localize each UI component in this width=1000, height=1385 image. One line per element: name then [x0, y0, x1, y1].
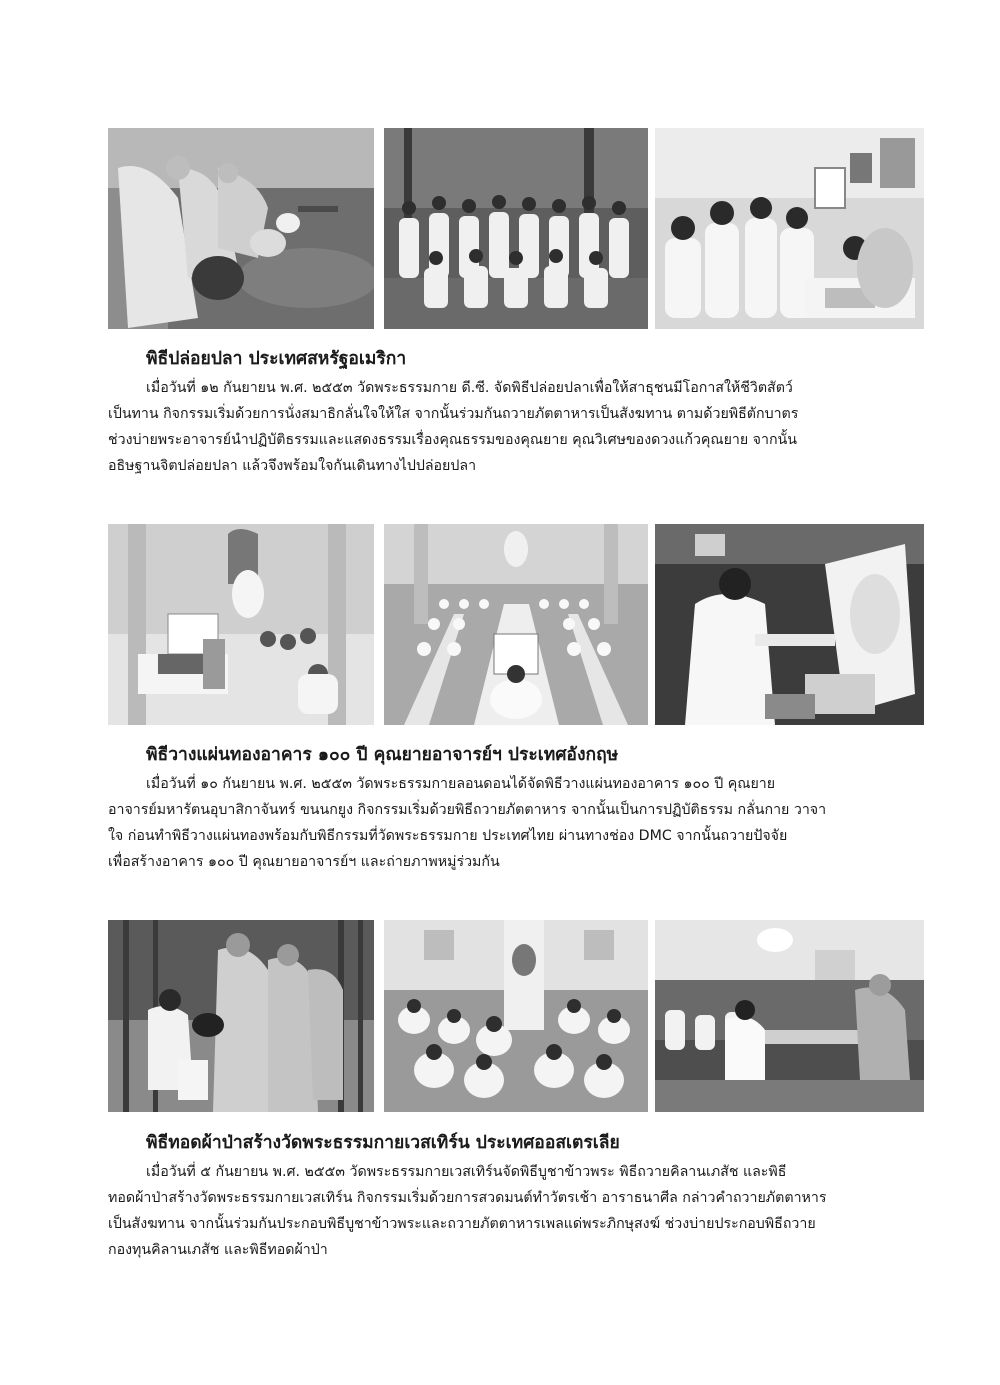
body-line: เมื่อวันที่ ๑๐ กันยายน พ.ศ. ๒๕๕๓ วัดพระธรรมกายลอนดอนได้จัดพิธีวางแผ่นทองอาคาร ๑๐๐ ปี คุณยาย [146, 776, 776, 792]
photo-offering-to-monks [655, 920, 924, 1112]
body-line: ทอดผ้าป่าสร้างวัดพระธรรมกายเวสเทิร์น กิจกรรมเริ่มด้วยการสวดมนต์ทำวัตรเช้า อาราธนาศีล กล่าวคำถวายภัตตาหาร [108, 1190, 827, 1206]
body-line: เมื่อวันที่ ๑๒ กันยายน พ.ศ. ๒๕๕๓ วัดพระธรรมกาย ดี.ซี. จัดพิธีปล่อยปลาเพื่อให้สาธุชนมีโอกาสให้ชีวิตสัตว์ [146, 380, 793, 396]
body-line: เป็นสังฆทาน จากนั้นร่วมกันประกอบพิธีบูชาข้าวพระและถวายภัตตาหารเพลแด่พระภิกษุสงฆ์ ช่วงบ่ายประกอบพิธีถวาย [108, 1216, 816, 1232]
photo-monks-alms-forest [108, 920, 374, 1112]
photo-placing-gold-plate [655, 524, 924, 725]
section-body [108, 1159, 924, 1263]
body-line: เป็นทาน กิจกรรมเริ่มด้วยการนั่งสมาธิกลั่นใจให้ใส จากนั้นร่วมกันถวายภัตตาหารเป็นสังฆทาน ตามด้วยพิธีตักบาตร [108, 406, 799, 422]
photo-meditation-hall-rows [384, 524, 648, 725]
body-line: ช่วงบ่ายพระอาจารย์นำปฏิบัติธรรมและแสดงธรรมเรื่องคุณธรรมของคุณยาย คุณวิเศษของดวงแก้วคุณยาย จากนั้น [108, 432, 797, 448]
photo-seated-congregation [384, 920, 648, 1112]
body-line: ใจ ก่อนทำพิธีวางแผ่นทองพร้อมกับพิธีกรรมที่วัดพระธรรมกาย ประเทศไทย ผ่านทางช่อง DMC จากนั้นถวายปัจจัย [108, 828, 788, 844]
photo-row [108, 128, 924, 329]
section-gold-plate [108, 524, 924, 875]
section-title: พิธีวางแผ่นทองอาคาร ๑๐๐ ปี คุณยายอาจารย์ฯ ประเทศอังกฤษ [146, 745, 619, 765]
photo-group-photo-forest [384, 128, 648, 329]
photo-row [108, 524, 924, 725]
photo-ceremony-indoor [655, 128, 924, 329]
section-title: พิธีทอดผ้าป่าสร้างวัดพระธรรมกายเวสเทิร์น ประเทศออสเตรเลีย [146, 1133, 620, 1153]
photo-temple-hall-altar [108, 524, 374, 725]
section-body [108, 771, 924, 875]
section-kathina [108, 920, 924, 1263]
body-line: เพื่อสร้างอาคาร ๑๐๐ ปี คุณยายอาจารย์ฯ และถ่ายภาพหมู่ร่วมกัน [108, 854, 500, 870]
photo-row [108, 920, 924, 1112]
body-line: อธิษฐานจิตปล่อยปลา แล้วจึงพร้อมใจกันเดินทางไปปล่อยปลา [108, 458, 477, 474]
body-line: กองทุนคิลานเภสัช และพิธีทอดผ้าป่า [108, 1242, 328, 1258]
section-title: พิธีปล่อยปลา ประเทศสหรัฐอเมริกา [146, 349, 407, 369]
body-line: เมื่อวันที่ ๕ กันยายน พ.ศ. ๒๕๕๓ วัดพระธรรมกายเวสเทิร์นจัดพิธีบูชาข้าวพระ พิธีถวายคิลานเภสัช และพิธี [146, 1164, 787, 1180]
photo-monks-releasing-fish [108, 128, 374, 329]
section-fish-release [108, 128, 924, 479]
body-line: อาจารย์มหารัตนอุบาสิกาจันทร์ ขนนกยูง กิจกรรมเริ่มด้วยพิธีถวายภัตตาหาร จากนั้นเป็นการปฏิบัติธรรม กลั่นกาย วาจา [108, 802, 827, 818]
section-body [108, 375, 924, 479]
